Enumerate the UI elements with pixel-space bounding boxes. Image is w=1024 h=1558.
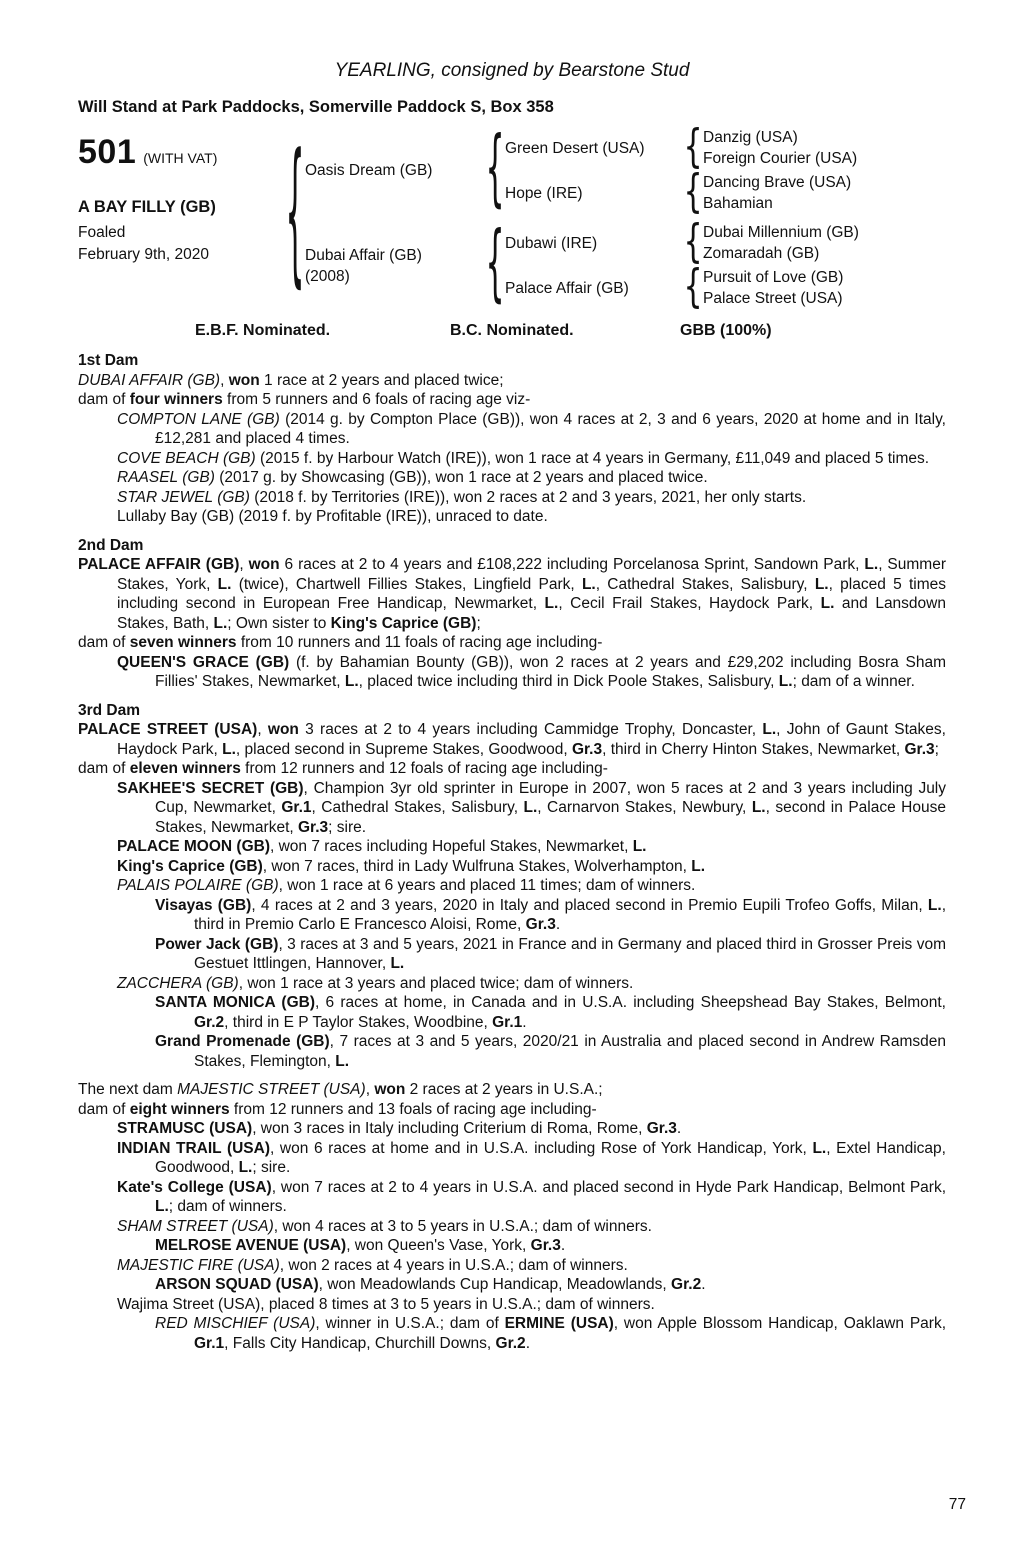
text-segment: ; dam of winners. [168,1198,287,1215]
pedigree-main-brace [285,124,305,309]
text-segment: , won Meadowlands Cup Handicap, Meadowlands, [318,1276,672,1293]
text-segment: Gr.3 [525,916,556,933]
pedigree-gen2-row [505,261,859,314]
brace-icon: { [485,120,505,219]
text-segment: seven winners [129,634,237,651]
pedigree-paragraph [78,837,946,857]
brace-icon: { [683,121,703,174]
text-segment: won [374,1081,406,1098]
text-segment: (2017 g. by Showcasing (GB)), won 1 race at 2 years and placed twice. [214,469,708,486]
text-segment: Kate's College (USA) [117,1178,272,1196]
page-number: 77 [948,1496,966,1513]
foaled-label: Foaled [78,224,126,241]
text-segment: ; [476,614,481,632]
text-segment: L. [335,1052,350,1070]
gen2-column [505,121,858,219]
text-segment: , [220,371,229,389]
lot-info [78,127,285,309]
text-segment: INDIAN TRAIL (USA) [117,1139,270,1157]
pedigree-paragraph [78,1032,946,1071]
text-segment: , 3 races at 3 and 5 years, 2021 in France and in Germany and placed third in Grosser Preis vom Gestuet Ittlingen, Hannover, [194,935,946,972]
dam-section [78,351,946,527]
gen3-name: Foreign Courier (USA) [703,150,858,167]
vat-note: (WITH VAT) [143,150,218,166]
gen2-brace [683,121,703,174]
pedigree-paragraph [78,1314,946,1353]
text-segment: , [365,1081,375,1098]
pedigree-paragraph [78,1119,946,1139]
text-segment: Gr.2 [495,1334,526,1352]
pedigree-gen2-row [505,216,859,269]
gen2-column [505,216,859,314]
text-segment: , 7 races at 3 and 5 years, 2020/21 in Australia and placed second in Andrew Ramsden Stakes, Flemington, [194,1033,946,1070]
pedigree-gen1-row [305,215,859,314]
text-segment: from 5 runners and 6 foals of racing age viz- [222,391,531,408]
text-segment: L. [751,799,766,816]
gen3-column [703,267,843,309]
pedigree-paragraph [78,720,946,759]
text-segment: , won 2 races at 4 years in U.S.A.; dam of winners. [279,1256,628,1274]
text-segment: . [676,1120,682,1137]
text-segment: , Champion 3yr old sprinter in Europe in 2007, won 5 races at 2 and 3 years including July Cup, Newmarket, [155,779,947,816]
text-segment: , Summer Stakes, York, [117,556,946,593]
text-segment: won [248,556,280,573]
text-segment: L. [217,575,232,593]
text-segment: . [555,916,561,933]
text-segment: COVE BEACH (GB) [117,449,256,467]
pedigree-paragraph [78,468,946,488]
pedigree-paragraph [78,1275,946,1295]
brace-icon: { [683,166,703,219]
text-segment: 2 races at 2 years in U.S.A.; [405,1081,603,1098]
dam-heading: 1st Dam [78,352,139,369]
text-segment: Gr.3 [646,1120,677,1137]
text-segment: , [257,721,268,738]
text-segment: L. [864,556,879,573]
pedigree-paragraph [78,779,946,838]
text-segment: , John of Gaunt Stakes, Haydock Park, [117,721,946,758]
text-segment: four winners [129,391,223,408]
text-segment: Gr.3 [571,740,603,758]
text-segment: Gr.2 [194,1013,225,1031]
text-segment: , winner in U.S.A.; dam of [315,1315,505,1332]
text-segment: Power Jack (GB) [155,935,279,953]
text-segment: 6 races at 2 to 4 years and £108,222 including Porcelanosa Sprint, Sandown Park, [279,556,865,573]
pedigree-paragraph [78,1178,946,1217]
text-segment: SHAM STREET (USA) [117,1217,274,1235]
text-segment: (2015 f. by Harbour Watch (IRE)), won 1 race at 4 years in Germany, £11,049 and placed 5 times. [255,449,930,467]
text-segment: Lullaby Bay (GB) (2019 f. by Profitable (IRE)), unraced to date. [117,508,548,525]
nominations [78,322,946,342]
pedigree-tree [285,120,946,314]
text-segment: L. [927,896,942,914]
gen3-name: Dubai Millennium (GB) [703,224,859,241]
gen1-name-sub: (2008) [305,267,350,285]
text-segment: won [228,371,260,389]
horse-description: A BAY FILLY (GB) [78,198,216,216]
text-segment: Gr.2 [671,1276,702,1293]
text-segment: , 4 races at 2 and 3 years, 2020 in Italy and placed second in Premio Eupili Trofeo Goffs, Milan, [251,896,928,914]
text-segment: , third in E P Taylor Stakes, Woodbine, [224,1013,493,1031]
text-segment: STRAMUSC (USA) [117,1120,253,1137]
pedigree-gen2-row [505,166,857,219]
text-segment: L. [155,1198,169,1215]
dam-section [78,536,946,692]
text-segment: , won 7 races, third in Lady Wulfruna Stakes, Wolverhampton, [262,857,692,875]
pedigree-paragraph [78,488,946,508]
gen1-name-text: Oasis Dream (GB) [305,162,433,179]
text-segment: , Cathedral Stakes, Salisbury, [595,575,815,593]
pedigree-paragraph [78,759,946,779]
lot-header [78,120,946,314]
text-segment: ERMINE (USA) [504,1315,614,1332]
bc-nomination: B.C. Nominated. [450,322,574,339]
text-segment: L. [820,595,835,612]
text-segment: eight winners [129,1100,230,1118]
pedigree-paragraph [78,371,946,391]
text-segment: , Extel Handicap, Goodwood, [155,1139,946,1176]
text-segment: L. [390,955,405,972]
text-segment: dam of [78,1100,130,1118]
pedigree-text [78,351,946,1353]
pedigree-paragraph [78,390,946,410]
text-segment: Gr.1 [281,799,312,816]
gen1-brace [485,120,505,219]
text-segment: , third in Cherry Hinton Stakes, Newmarket, [602,740,905,758]
text-segment: L. [581,575,596,593]
gbb-status: GBB (100%) [680,322,772,339]
text-segment: , won 4 races at 3 to 5 years in U.S.A.; dam of winners. [273,1217,652,1235]
text-segment: , Falls City Handicap, Churchill Downs, [224,1334,496,1352]
pedigree-paragraph [78,633,946,653]
pedigree-gen1-column [305,120,859,314]
pedigree-paragraph [78,876,946,896]
text-segment: L. [238,1159,253,1176]
brace-icon: { [485,215,505,314]
text-segment: STAR JEWEL (GB) [117,488,250,506]
text-segment: , won Queen's Vase, York, [346,1237,531,1254]
text-segment: , won 3 races in Italy including Criterium di Roma, Rome, [252,1120,647,1137]
text-segment: Wajima Street (USA), placed 8 times at 3 to 5 years in U.S.A.; dam of winners. [117,1295,655,1313]
text-segment: , placed twice including third in Dick Poole Stakes, Salisbury, [358,673,779,690]
gen3-name: Palace Street (USA) [703,290,843,307]
text-segment: (f. by Bahamian Bounty (GB)), won 2 races at 2 years and £29,202 including Bosra Sham Fillies' Stakes, Newmarket, [155,653,947,690]
text-segment: , Carnarvon Stakes, Newbury, [537,799,752,816]
text-segment: PALAIS POLAIRE (GB) [117,877,279,894]
text-segment: won [267,721,299,738]
gen2-name: Hope (IRE) [505,184,583,202]
brace-icon: { [683,261,703,314]
text-segment: L. [213,614,228,632]
text-segment: , second in Palace House Stakes, Newmarket, [155,799,946,836]
text-segment: QUEEN'S GRACE (GB) [117,653,290,671]
gen1-brace [485,215,505,314]
text-segment: L. [762,721,777,738]
text-segment: MAJESTIC FIRE (USA) [117,1256,280,1274]
text-segment: L. [812,1139,827,1157]
text-segment: RED MISCHIEF (USA) [155,1315,316,1332]
text-segment: PALACE STREET (USA) [78,721,258,738]
text-segment: , third in Premio Carlo E Francesco Aloisi, Rome, [194,896,946,933]
pedigree-paragraph [78,1256,946,1276]
text-segment: PALACE AFFAIR (GB) [78,556,240,573]
text-segment: Visayas (GB) [155,896,252,914]
ebf-nomination: E.B.F. Nominated. [195,322,331,339]
text-segment: MELROSE AVENUE (USA) [155,1237,347,1254]
text-segment: , won 1 race at 6 years and placed 11 times; dam of winners. [278,877,696,894]
text-segment: , Cecil Frail Stakes, Haydock Park, [558,595,821,612]
pedigree-paragraph [78,410,946,449]
dam-section [78,701,946,1072]
pedigree-paragraph [78,1236,946,1256]
lot-number: 501 [78,133,137,171]
foaled-date: February 9th, 2020 [78,246,209,263]
text-segment: ; [934,740,939,758]
gen3-column [703,172,851,214]
text-segment: L. [778,673,793,690]
text-segment: and Lansdown Stakes, Bath, [117,595,946,632]
text-segment: dam of [78,634,130,651]
text-segment: . [525,1334,530,1352]
pedigree-paragraph [78,1139,946,1178]
text-segment: L. [344,673,359,690]
gen1-name-text: Dubai Affair (GB) [305,246,422,264]
text-segment: . [560,1237,566,1254]
gen3-column [703,222,859,264]
text-segment: RAASEL (GB) [117,469,215,486]
pedigree-paragraph [78,857,946,877]
text-segment: (2014 g. by Compton Place (GB)), won 4 races at 2, 3 and 6 years, 2020 at home and in Italy, £12,281 and placed 4 times. [155,410,946,447]
text-segment: Gr.3 [530,1237,561,1254]
dam-heading: 2nd Dam [78,536,144,554]
text-segment: PALACE MOON (GB) [117,838,270,855]
text-segment: dam of [78,391,130,408]
brace-icon: { [683,216,703,269]
text-segment: , won 1 race at 3 years and placed twice; dam of winners. [238,974,634,992]
gen3-name: Dancing Brave (USA) [703,174,852,191]
text-segment: , placed 5 times including second in European Free Handicap, Newmarket, [117,575,946,612]
stand-location-line: Will Stand at Park Paddocks, Somerville Paddock S, Box 358 [78,98,554,116]
text-segment: eleven winners [129,760,241,777]
page-title: YEARLING, consigned by Bearstone Stud [334,60,690,81]
text-segment: ; dam of a winner. [792,673,915,690]
gen2-name: Palace Affair (GB) [505,279,629,297]
text-segment: SANTA MONICA (GB) [155,994,315,1011]
pedigree-paragraph [78,653,946,692]
text-segment: ; sire. [252,1159,291,1176]
gen2-name: Dubawi (IRE) [505,234,598,252]
text-segment: Gr.3 [298,818,329,836]
text-segment: SAKHEE'S SECRET (GB) [117,779,304,797]
gen2-name: Green Desert (USA) [505,139,645,157]
text-segment: COMPTON LANE (GB) [117,410,280,428]
text-segment: from 12 runners and 12 foals of racing age including- [240,760,608,777]
gen2-brace [683,216,703,269]
text-segment: ; Own sister to [227,614,331,632]
text-segment: , won 7 races including Hopeful Stakes, Newmarket, [269,838,633,855]
text-segment: , won Apple Blossom Handicap, Oaklawn Park, [613,1315,947,1332]
lot-number-line [78,133,285,172]
text-segment: Gr.1 [492,1013,523,1031]
text-segment: DUBAI AFFAIR (GB) [78,371,221,389]
text-segment: King's Caprice (GB) [117,857,263,875]
text-segment: dam of [78,760,130,777]
text-segment: from 12 runners and 13 foals of racing age including- [229,1100,597,1118]
text-segment: Grand Promenade (GB) [155,1033,330,1050]
pedigree-gen1-row [305,120,859,219]
text-segment: (2018 f. by Territories (IRE)), won 2 races at 2 and 3 years, 2021, her only starts. [249,488,807,506]
text-segment: 3 races at 2 to 4 years including Cammidge Trophy, Doncaster, [298,721,763,738]
text-segment: from 10 runners and 11 foals of racing age including- [236,634,603,651]
text-segment: , placed second in Supreme Stakes, Goodwood, [235,740,572,758]
text-segment: ARSON SQUAD (USA) [155,1276,319,1293]
gen2-brace [683,166,703,219]
pedigree-paragraph [78,993,946,1032]
text-segment: , [239,556,249,573]
text-segment: , 6 races at home, in Canada and in U.S.A. including Sheepshead Bay Stakes, Belmont, [314,994,946,1011]
text-segment: King's Caprice (GB) [330,614,477,632]
text-segment: (twice), Chartwell Fillies Stakes, Lingfield Park, [231,575,582,593]
pedigree-paragraph [78,935,946,974]
pedigree-paragraph [78,1217,946,1237]
pedigree-paragraph [78,974,946,994]
dam-section [78,1080,946,1353]
text-segment: , Cathedral Stakes, Salisbury, [311,799,524,816]
text-segment: L. [691,857,706,875]
pedigree-paragraph [78,896,946,935]
gen1-name [305,160,485,181]
pedigree-paragraph [78,507,946,527]
text-segment: L. [222,740,236,758]
pedigree-gen2-row [505,121,858,174]
gen3-name: Bahamian [703,195,773,212]
gen1-name [305,245,485,287]
text-segment: , won 6 races at home and in U.S.A. including Rose of York Handicap, York, [270,1139,813,1157]
text-segment: 1 race at 2 years and placed twice; [259,371,504,389]
text-segment: L. [544,595,559,612]
text-segment: . [522,1013,527,1031]
pedigree-paragraph [78,449,946,469]
text-segment: The next dam [78,1081,178,1098]
text-segment: Gr.3 [904,740,935,758]
text-segment: , won 7 races at 2 to 4 years in U.S.A. and placed second in Hyde Park Handicap, Belmont Park, [271,1178,947,1196]
gen2-brace [683,261,703,314]
text-segment: L. [632,838,647,855]
text-segment: ZACCHERA (GB) [117,974,239,992]
gen3-name: Danzig (USA) [703,129,798,146]
pedigree-paragraph [78,555,946,633]
gen3-column [703,127,857,169]
text-segment: L. [814,575,829,593]
gen3-name: Zomaradah (GB) [703,245,820,262]
text-segment: . [701,1276,706,1293]
pedigree-paragraph [78,1295,946,1315]
pedigree-paragraph [78,1080,946,1100]
pedigree-paragraph [78,1100,946,1120]
text-segment: MAJESTIC STREET (USA) [177,1081,366,1098]
text-segment: ; sire. [328,818,367,836]
brace-icon: { [285,124,305,307]
gen3-name: Pursuit of Love (GB) [703,269,844,286]
dam-heading: 3rd Dam [78,701,141,719]
text-segment: Gr.1 [194,1334,225,1352]
text-segment: L. [523,799,538,816]
